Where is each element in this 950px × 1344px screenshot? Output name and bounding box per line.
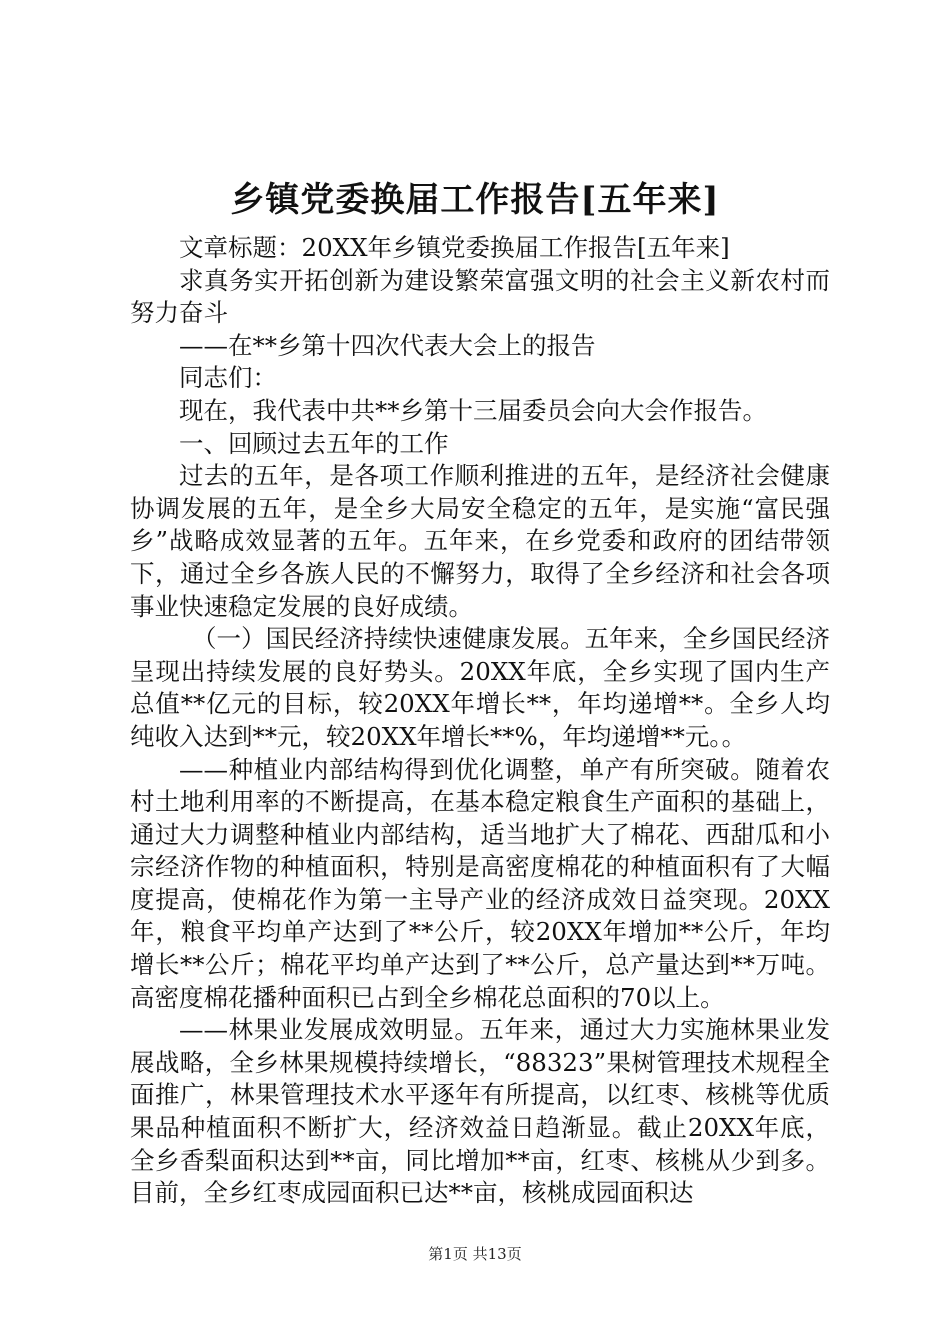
article-heading-line: 文章标题：20XX年乡镇党委换届工作报告[五年来] xyxy=(179,233,730,262)
body-paragraph: （一）国民经济持续快速健康发展。五年来，全乡国民经济呈现出持续发展的良好势头。20XX年底，全乡实现了国内生产总值**亿元的目标，较20XX年增长**，年均递增**。全乡人均纯收入达到**元，较20XX年增长**%，年均递增**元。。 xyxy=(130,624,830,751)
report-occasion: ——在**乡第十四次代表大会上的报告 xyxy=(179,330,596,360)
body-paragraph: ——林果业发展成效明显。五年来，通过大力实施林果业发展战略，全乡林果规模持续增长，“88323”果树管理技术规程全面推广，林果管理技术水平逐年有所提高，以红枣、核桃等优质果品种植面积不断扩大，经济效益日趋渐显。截止20XX年底，全乡香梨面积达到**亩，同比增加**亩，红枣、核桃从少到多。目前，全乡红枣成园面积已达**亩，核桃成园面积达 xyxy=(130,1015,830,1208)
body-paragraph: ——种植业内部结构得到优化调整，单产有所突破。随着农村土地利用率的不断提高，在基本稳定粮食生产面积的基础上，通过大力调整种植业内部结构，适当地扩大了棉花、西甜瓜和小宗经济作物的种植面积，特别是高密度棉花的种植面积有了大幅度提高，使棉花作为第一主导产业的经济成效日益突现。20XX年，粮食平均单产达到了**公斤，较20XX年增加**公斤，年均增长**公斤；棉花平均单产达到了**公斤，总产量达到**万吨。高密度棉花播种面积已占到全乡棉花总面积的70以上。 xyxy=(130,754,830,1012)
document-body xyxy=(130,232,830,1210)
section-heading: 一、回顾过去五年的工作 xyxy=(179,428,449,458)
page-number-footer: 第1页 共13页 xyxy=(428,1245,522,1263)
report-subtitle: 求真务实开拓创新为建设繁荣富强文明的社会主义新农村而努力奋斗 xyxy=(130,265,830,328)
document-title: 乡镇党委换届工作报告[五年来] xyxy=(230,180,720,220)
salutation: 同志们： xyxy=(179,363,277,393)
body-paragraph: 过去的五年，是各项工作顺利推进的五年，是经济社会健康协调发展的五年，是全乡大局安全稳定的五年，是实施“富民强乡”战略成效显著的五年。五年来，在乡党委和政府的团结带领下，通过全乡各族人民的不懈努力，取得了全乡经济和社会各项事业快速稳定发展的良好成绩。 xyxy=(130,461,830,621)
opening-paragraph: 现在，我代表中共**乡第十三届委员会向大会作报告。 xyxy=(179,395,767,425)
